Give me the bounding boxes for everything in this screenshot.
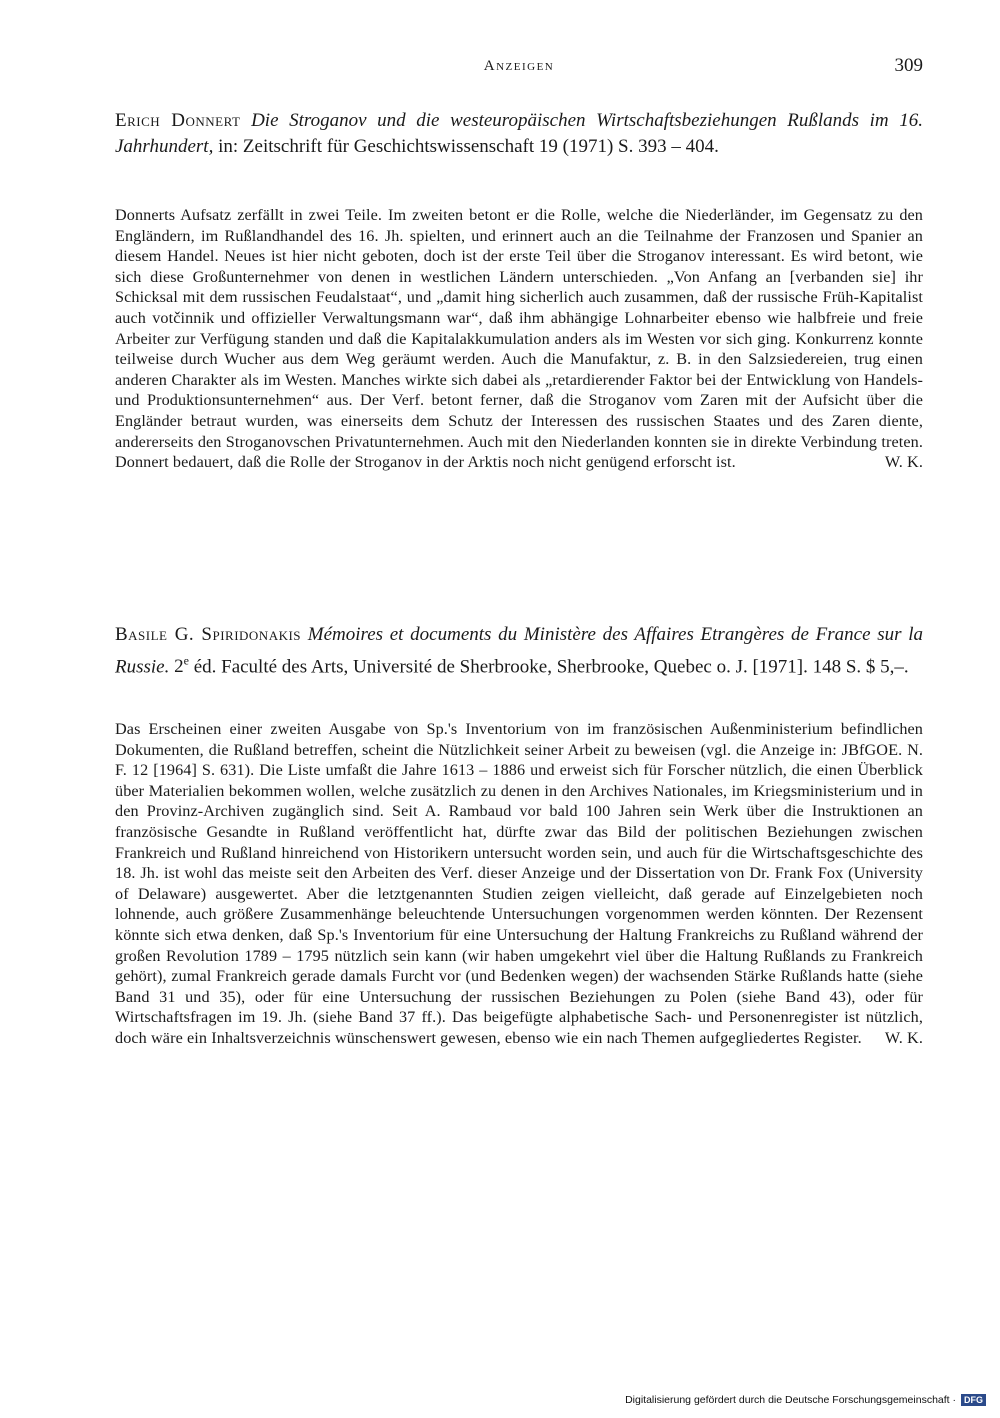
review-2-text: Das Erscheinen einer zweiten Ausgabe von Sp.'s Inventorium von im französischen Außenministerium befindlichen Dokumenten, die Rußland betreffen, scheint die Nützlichkeit seiner Arbeit zu beweisen (vgl. die Anzeige in: JBfGOE. N. F. 12 [1964] S. 631). Die Liste umfaßt die Jahre 1613 – 1886 und erweist sich für Forscher nützlich, die einen Überblick über Materialien bekommen wollen, welche zusätzlich zu denen in den Archives Nationales, im Kriegsministerium und in den Provinz-Archiven zugänglich sind. Seit A. Rambaud vor bald 100 Jahren sein Werk über die Instruktionen an französische Gesandte in Rußland veröffentlicht hat, dürfte zwar das Bild der politischen Beziehungen zwischen Frankreich und Rußland hinreichend von Historikern untersucht worden sein, und auch für die Wirtschaftsgeschichte des 18. Jh. ist wohl das meiste seit den Arbeiten des Verf. dieser Anzeige und der Dissertation von Dr. Frank Fox (University of Delaware) ausgewertet. Aber die letztgenannten Studien zeigen vielleicht, daß gerade auf Einzelgebieten noch lohnende, auch größere Zusammenhänge beleuchtende Untersuchungen vorgenommen werden könnten. Der Rezensent könnte sich etwa denken, daß Sp.'s Inventorium für eine Untersuchung der Haltung Frankreichs zu Rußland während der großen Revolution 1789 – 1795 nützlich sein kann (wir haben umgekehrt viel über die Haltung Rußlands zu Frankreich gehört), zumal Frankreich gerade damals Furcht vor (und Bedenken wegen) der wachsenden Stärke Rußlands hatte (siehe Band 31 und 35), oder für eine Untersuchung der russischen Beziehungen zu Polen (siehe Band 43), oder für Wirtschaftsfragen im 19. Jh. (siehe Band 37 ff.). Das beigefügte alphabetische Sach- und Personenregister ist nützlich, doch wäre ein Inhaltsverzeichnis wünschenswert gewesen, ebenso wie ein nach Themen aufgegliedertes Register. bbox=[115, 720, 923, 1047]
review-2-body bbox=[115, 719, 923, 1049]
footer-text: Digitalisierung gefördert durch die Deutsche Forschungsgemeinschaft · bbox=[625, 1394, 956, 1406]
review-2-edition-superscript: e bbox=[183, 654, 189, 668]
review-2-edition-number: 2 bbox=[174, 656, 184, 678]
review-1-signature: W. K. bbox=[884, 453, 923, 472]
review-1-body bbox=[115, 205, 923, 473]
review-2-title: Mémoires et documents du Ministère des Affaires Etrangères de France sur la Russie. bbox=[115, 624, 923, 678]
page-number: 309 bbox=[894, 55, 923, 76]
dfg-logo: DFG bbox=[961, 1394, 986, 1406]
review-1-author: Erich Donnert bbox=[115, 110, 241, 131]
review-1-title: Die Stroganov und die westeuropäischen Wirtschaftsbeziehungen Rußlands im 16. Jahrhundert, bbox=[115, 110, 924, 157]
page-header bbox=[115, 55, 923, 82]
review-2-edition bbox=[174, 656, 189, 677]
review-1-citation bbox=[115, 108, 923, 160]
review-1-text: Donnerts Aufsatz zerfällt in zwei Teile. Im zweiten betont er die Rolle, welche die Niederländer, im Gegensatz zu den Engländern, im Rußlandhandel des 16. Jh. spielten, und erinnert auch an die Teilnahme der Franzosen und Spanier an diesem Handel. Neues ist hier nicht geboten, doch ist der erste Teil über die Stroganov interessant. Es wird betont, wie sich diese Großunternehmer von denen in westlichen Ländern unterschieden. „Von Anfang an [verbanden sie] ihr Schicksal mit dem russischen Feudalstaat“, und „damit hing sicherlich auch zusammen, daß der russische Früh-Kapitalist auch votčinnik und offizieller Verwaltungsmann war“, daß ihm abhängige Lohnarbeiter ebenso wie halbfreie und freie Arbeiter zur Verfügung standen und daß die Kapitalakkumulation anders als im Westen vor sich ging. Konkurrenz konnte teilweise durch Wucher aus dem Weg geräumt werden. Auch die Manufaktur, z. B. in den Salzsiedereien, trug einen anderen Charakter als im Westen. Manches wirkte sich dabei als „retardierender Faktor bei der Entwicklung von Handels- und Produktionsunternehmen“ aus. Der Verf. betont ferner, daß die Stroganov vom Zaren mit der Aufsicht über die Engländer betraut wurden, was einerseits dem Schutz der Interessen des russischen Staates und des Zaren diente, andererseits den Stroganovschen Privatunternehmen. Auch mit den Niederlanden konnten sie in direkte Verbindung treten. Donnert bedauert, daß die Rolle der Stroganov in der Arktis noch nicht genügend erforscht ist. bbox=[115, 206, 923, 472]
review-1-source: in: Zeitschrift für Geschichtswissenschaft 19 (1971) S. 393 – 404. bbox=[218, 136, 719, 157]
running-head: Anzeigen bbox=[483, 58, 555, 74]
digitization-footer bbox=[625, 1394, 986, 1406]
review-2-author: Basile G. Spiridonakis bbox=[115, 624, 302, 645]
review-2-source: éd. Faculté des Arts, Université de Sherbrooke, Sherbrooke, Quebec o. J. [1971]. 148 S. $ 5,–. bbox=[193, 656, 909, 678]
review-2-signature: W. K. bbox=[884, 1028, 923, 1047]
review-2-citation bbox=[115, 622, 923, 680]
